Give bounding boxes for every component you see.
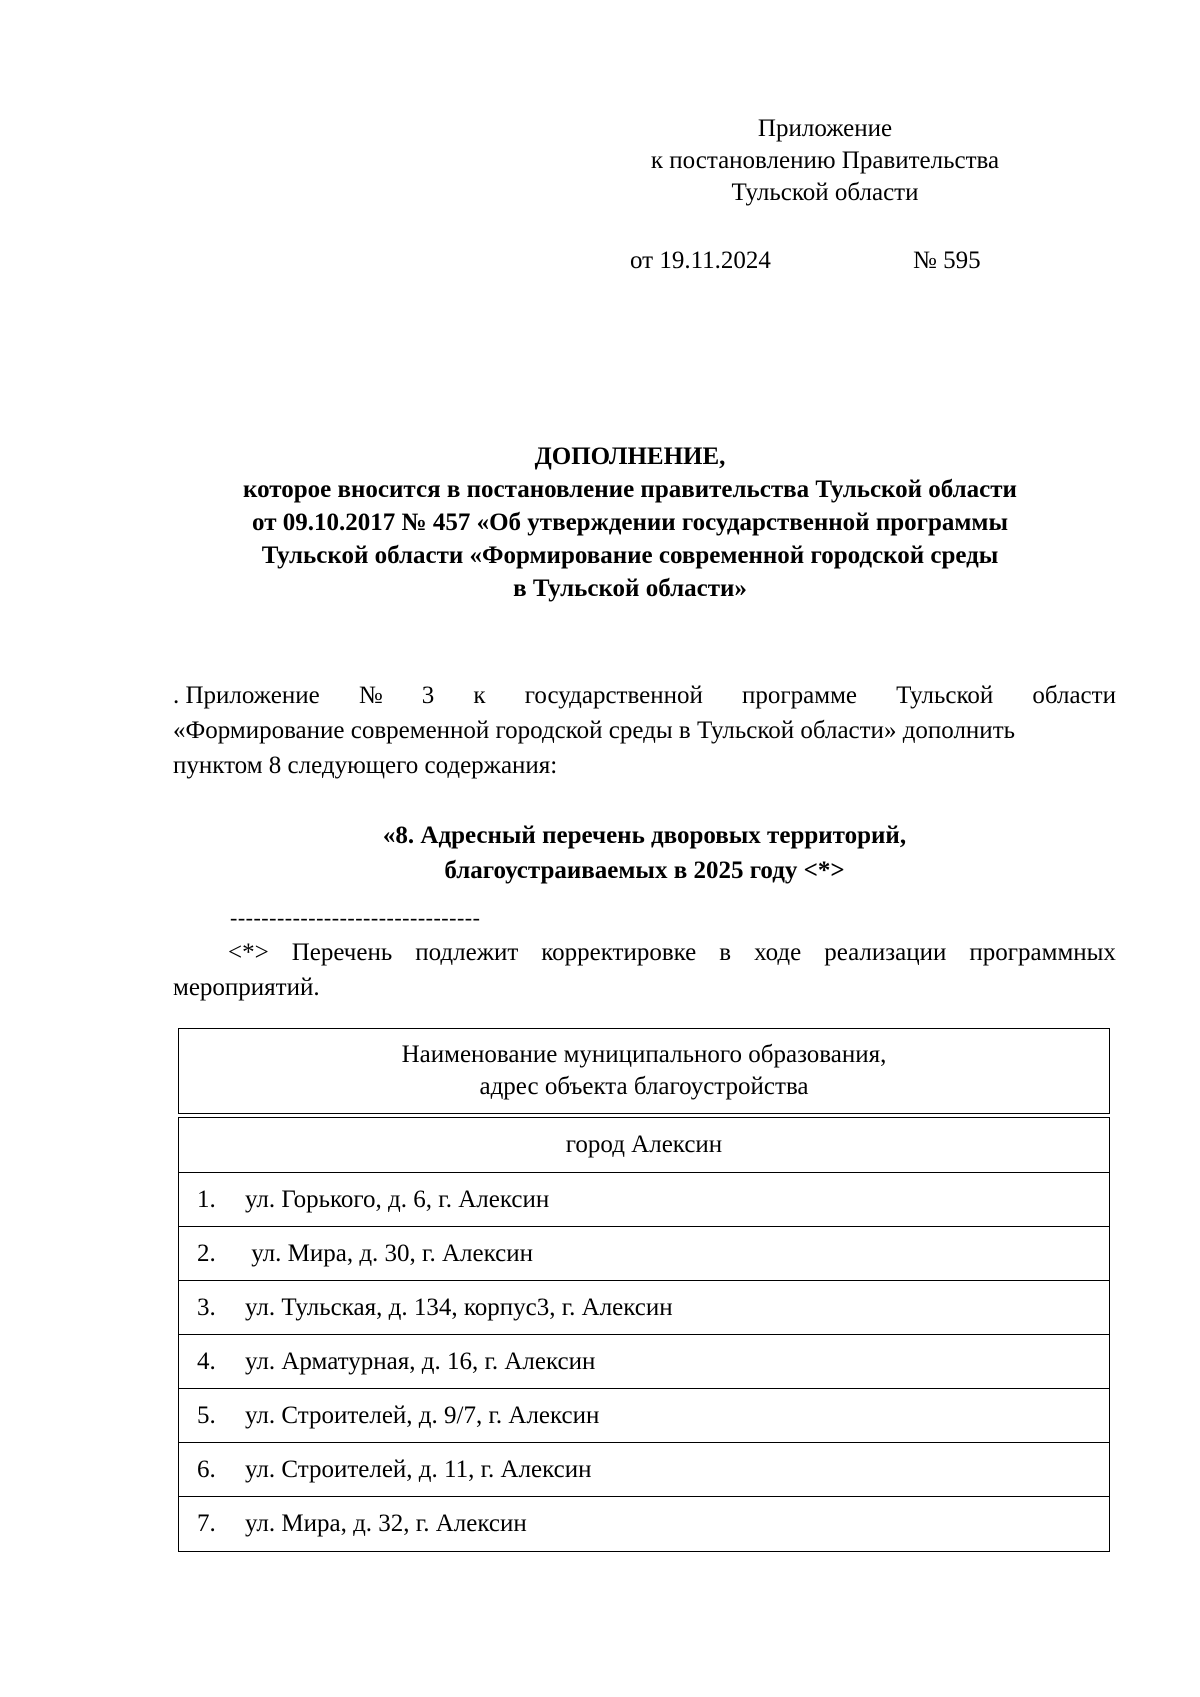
section-heading bbox=[173, 818, 1116, 888]
footnote-word: программных bbox=[969, 939, 1116, 966]
appendix-header-line: Приложение bbox=[757, 115, 893, 142]
paragraph-word: области bbox=[1032, 682, 1116, 709]
title-line: которое вносится в постановление правительства Тульской области bbox=[243, 476, 1017, 503]
date-line bbox=[0, 245, 1200, 277]
section-heading-line: благоустраиваемых в 2025 году <*> bbox=[444, 857, 845, 884]
table-row bbox=[179, 1281, 1109, 1335]
paragraph-line-1 bbox=[173, 678, 1116, 713]
title-line: от 09.10.2017 № 457 «Об утверждении государственной программы bbox=[252, 509, 1008, 536]
table-row bbox=[179, 1173, 1109, 1227]
row-address: ул. Мира, д. 32, г. Алексин bbox=[245, 1510, 527, 1537]
body-paragraph bbox=[173, 678, 1116, 783]
row-number: 4. bbox=[197, 1347, 216, 1375]
table-body bbox=[178, 1117, 1110, 1552]
row-address: ул. Строителей, д. 9/7, г. Алексин bbox=[245, 1401, 600, 1429]
title-line: ДОПОЛНЕНИЕ, bbox=[534, 443, 726, 470]
table-header-line: Наименование муниципального образования, bbox=[401, 1041, 887, 1068]
decree-date: от 19.11.2024 bbox=[630, 247, 771, 274]
paragraph-word: 3 bbox=[421, 682, 435, 709]
table-group-row: город Алексин bbox=[179, 1118, 1109, 1173]
paragraph-word: к bbox=[473, 682, 486, 709]
table-row bbox=[179, 1443, 1109, 1497]
footnote bbox=[173, 935, 1116, 1005]
paragraph-word: программе bbox=[742, 682, 857, 709]
row-number: 6. bbox=[197, 1455, 216, 1483]
footnote-word: ходе bbox=[754, 939, 802, 966]
table-header bbox=[178, 1028, 1110, 1114]
footnote-line-1 bbox=[173, 935, 1116, 970]
address-table bbox=[178, 1028, 1110, 1552]
footnote-word: в bbox=[719, 939, 732, 966]
paragraph-word: . Приложение bbox=[173, 682, 320, 709]
row-address: ул. Горького, д. 6, г. Алексин bbox=[245, 1185, 550, 1213]
row-number: 5. bbox=[197, 1401, 216, 1429]
document-title bbox=[160, 440, 1100, 605]
footnote-word: Перечень bbox=[291, 939, 393, 966]
footnote-word: корректировке bbox=[541, 939, 697, 966]
row-address: ул. Мира, д. 30, г. Алексин bbox=[245, 1239, 533, 1267]
paragraph-word: Тульской bbox=[896, 682, 994, 709]
appendix-header-line: к постановлению Правительства bbox=[650, 147, 1000, 174]
footnote-line-2: мероприятий. bbox=[173, 974, 320, 1001]
section-heading-line: «8. Адресный перечень дворовых территорий, bbox=[382, 822, 907, 849]
row-number: 7. bbox=[197, 1510, 216, 1537]
appendix-header bbox=[605, 113, 1045, 209]
table-row bbox=[179, 1389, 1109, 1443]
footnote-word: реализации bbox=[824, 939, 947, 966]
footnote-separator: -------------------------------- bbox=[230, 905, 481, 930]
table-row bbox=[179, 1227, 1109, 1281]
title-line: в Тульской области» bbox=[513, 575, 747, 602]
row-address: ул. Арматурная, д. 16, г. Алексин bbox=[245, 1347, 596, 1375]
row-address: ул. Тульская, д. 134, корпус3, г. Алексин bbox=[245, 1293, 673, 1321]
row-address: ул. Строителей, д. 11, г. Алексин bbox=[245, 1455, 592, 1483]
appendix-header-line: Тульской области bbox=[731, 179, 919, 206]
row-number: 2. bbox=[197, 1239, 216, 1267]
paragraph-word: государственной bbox=[524, 682, 703, 709]
table-row bbox=[179, 1497, 1109, 1551]
decree-number: № 595 bbox=[913, 247, 981, 274]
paragraph-word: № bbox=[358, 682, 383, 709]
table-header-line: адрес объекта благоустройства bbox=[479, 1073, 809, 1100]
title-line: Тульской области «Формирование современной городской среды bbox=[261, 542, 999, 569]
row-number: 1. bbox=[197, 1185, 216, 1213]
table-row bbox=[179, 1335, 1109, 1389]
paragraph-line-3: пунктом 8 следующего содержания: bbox=[173, 752, 558, 779]
footnote-word: <*> bbox=[228, 939, 269, 966]
paragraph-line-2: «Формирование современной городской среды в Тульской области» дополнить bbox=[173, 717, 1016, 744]
row-number: 3. bbox=[197, 1293, 216, 1321]
footnote-word: подлежит bbox=[415, 939, 519, 966]
